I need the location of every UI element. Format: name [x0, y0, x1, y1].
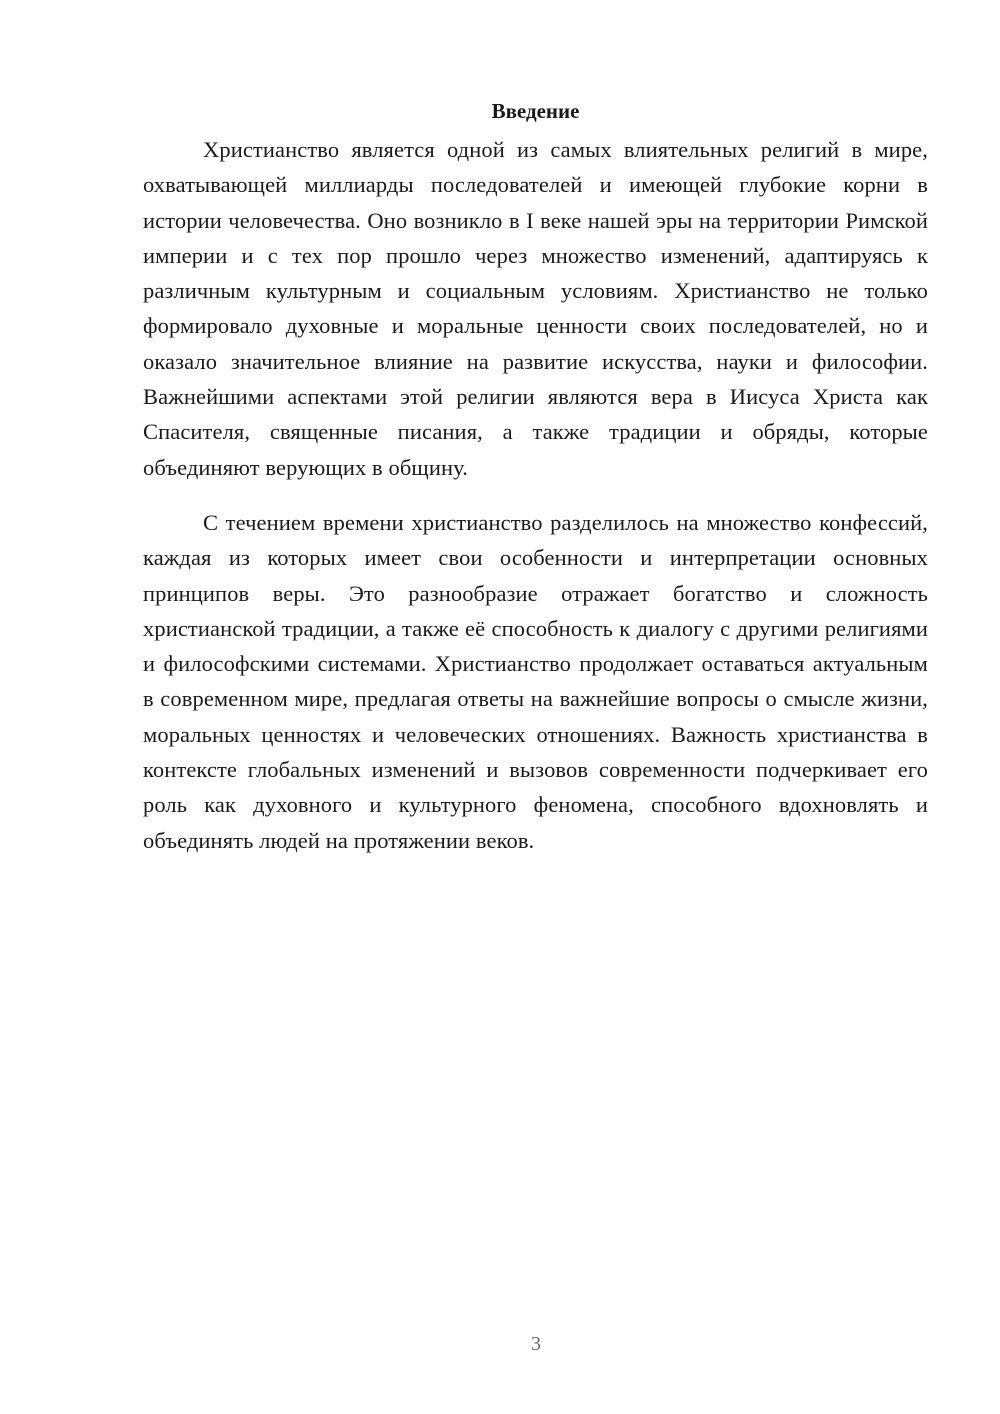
page-number: 3 [531, 1333, 541, 1355]
page-content [143, 96, 928, 858]
section-title: Введение [491, 99, 580, 123]
paragraph-intro: Христианство является одной из самых влиятельных религий в мире, охватывающей миллиарды последователей и имеющей глубокие корни в истории человечества. Оно возникло в I веке нашей эры на территории Римской империи и с тех пор прошло через множество изменений, адаптируясь к различным культурным и социальным условиям. Христианство не только формировало духовные и моральные ценности своих последователей, но и оказало значительное влияние на развитие искусства, науки и философии. Важнейшими аспектами этой религии являются вера в Иисуса Христа как Спасителя, священные писания, а также традиции и обряды, которые объединяют верующих в общину. [143, 137, 928, 480]
paragraph-confessions: С течением времени христианство разделилось на множество конфессий, каждая из которых имеет свои особенности и интерпретации основных принципов веры. Это разнообразие отражает богатство и сложность христианской традиции, а также её способность к диалогу с другими религиями и философскими системами. Христианство продолжает оставаться актуальным в современном мире, предлагая ответы на важнейшие вопросы о смысле жизни, моральных ценностях и человеческих отношениях. Важность христианства в контексте глобальных изменений и вызовов современности подчеркивает его роль как духовного и культурного феномена, способного вдохновлять и объединять людей на протяжении веков. [143, 509, 928, 853]
